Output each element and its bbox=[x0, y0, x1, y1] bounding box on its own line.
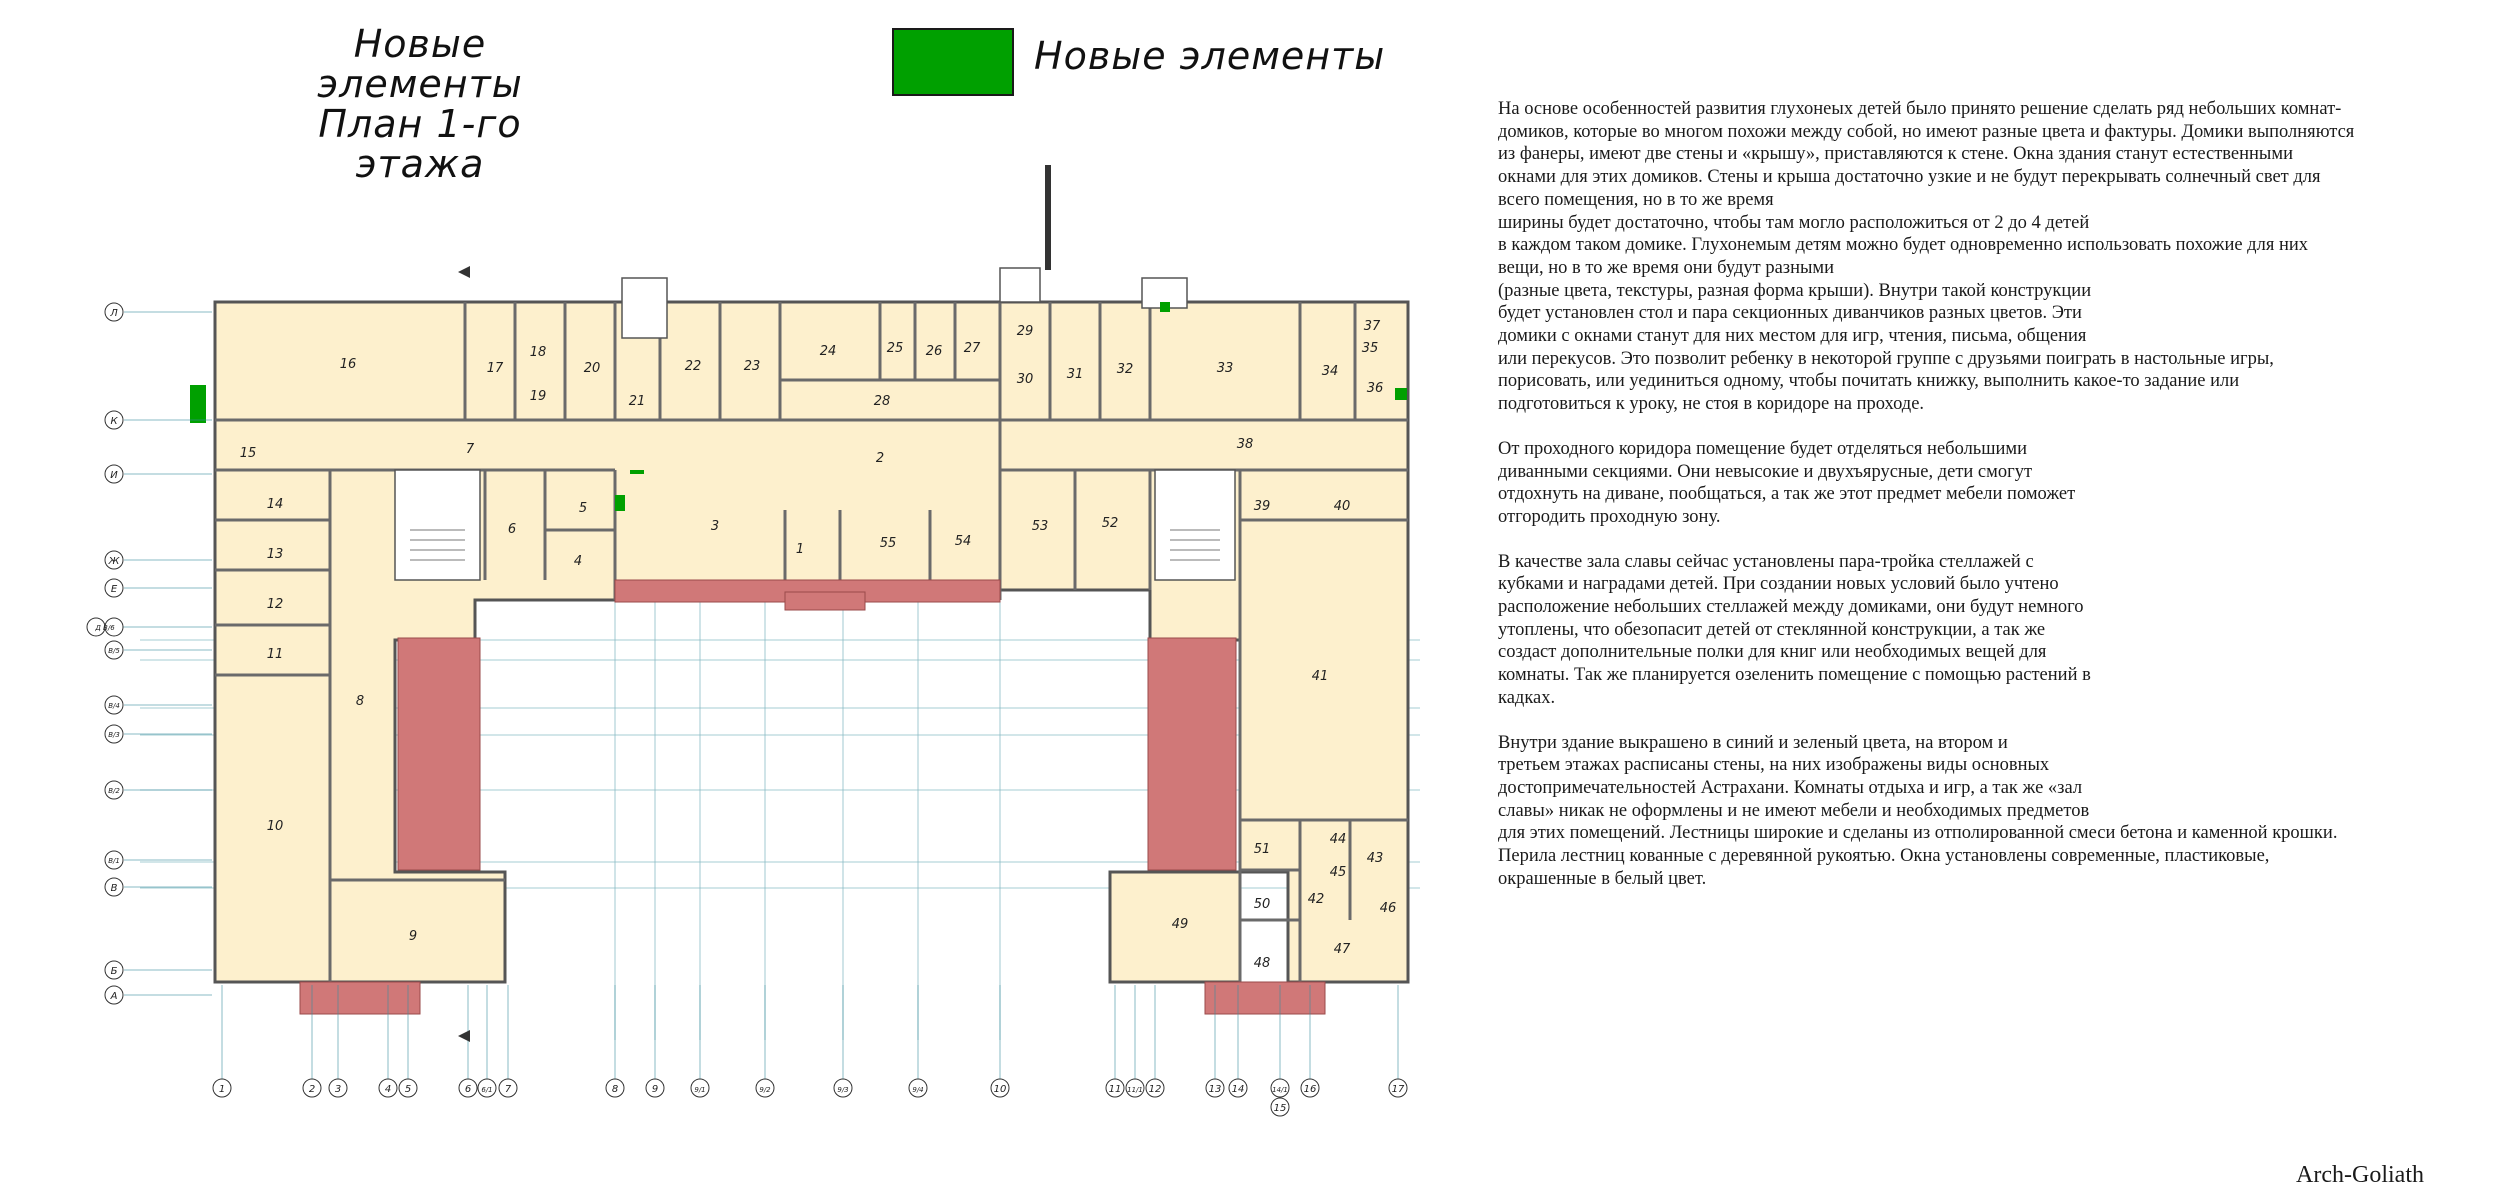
room-number: 55 bbox=[879, 536, 897, 551]
room-number: 26 bbox=[925, 344, 943, 359]
axis-h-label: В/4 bbox=[108, 702, 120, 710]
axis-v-label: 9/2 bbox=[759, 1086, 771, 1094]
description-text bbox=[1498, 98, 2458, 913]
room-number: 1 bbox=[795, 542, 805, 557]
axis-v-label: 3 bbox=[334, 1084, 342, 1095]
room-number: 28 bbox=[873, 394, 891, 409]
axis-v-label: 13 bbox=[1208, 1084, 1222, 1095]
axis-v-label: 9/4 bbox=[912, 1086, 924, 1094]
room-number: 53 bbox=[1031, 519, 1049, 534]
axis-v-label: 1 bbox=[218, 1084, 226, 1095]
room-number: 5 bbox=[578, 501, 588, 516]
axis-v-label: 2 bbox=[308, 1084, 316, 1095]
axis-h-label: И bbox=[110, 470, 118, 481]
axis-v-label: 4 bbox=[384, 1084, 392, 1095]
room-number: 25 bbox=[886, 341, 904, 356]
axis-v-label: 11/1 bbox=[1127, 1086, 1143, 1094]
room-number: 33 bbox=[1216, 361, 1234, 376]
section-marker-bottom bbox=[458, 1030, 470, 1042]
room-number: 23 bbox=[743, 359, 761, 374]
room-number: 2 bbox=[875, 451, 885, 466]
room-number: 49 bbox=[1171, 917, 1189, 932]
room-number: 36 bbox=[1366, 381, 1384, 396]
room-number: 40 bbox=[1333, 499, 1351, 514]
axis-v-label: 7 bbox=[504, 1084, 512, 1095]
room-number: 10 bbox=[266, 819, 284, 834]
axis-v-label: 8 bbox=[611, 1084, 619, 1095]
axis-h-label: А bbox=[110, 991, 118, 1002]
room-number: 9 bbox=[408, 929, 418, 944]
axis-v-label: 9 bbox=[651, 1084, 659, 1095]
room-number: 52 bbox=[1101, 516, 1119, 531]
axis-v-label: 6 bbox=[464, 1084, 472, 1095]
room-number: 48 bbox=[1253, 956, 1271, 971]
room-number: 43 bbox=[1366, 851, 1384, 866]
axis-v-label: 10 bbox=[993, 1084, 1007, 1095]
room-number: 45 bbox=[1329, 865, 1347, 880]
axis-v-label: 9/1 bbox=[694, 1086, 706, 1094]
room-number: 13 bbox=[266, 547, 284, 562]
room-number: 47 bbox=[1333, 942, 1351, 957]
axis-h-label: В bbox=[110, 883, 118, 894]
author-signature: Arch-Goliath bbox=[2296, 1162, 2424, 1188]
plan-title-line2: План 1-го этажа bbox=[318, 102, 522, 186]
description-paragraph-3: В качестве зала славы сейчас установлены пара-тройка стеллажей с кубками и наградами детей. При создании новых условий было учтено расположение небольших стеллажей между домиками, они будут немного утоплены, что обезопасит детей от стеклянной конструкции, а так же создаст дополнительные полки для книг или необходимых вещей для комнаты. Так же планируется озеленить помещение с помощью растений в кадках. bbox=[1498, 551, 2091, 708]
room-number: 15 bbox=[239, 446, 257, 461]
room-number: 29 bbox=[1016, 324, 1034, 339]
room-number: 6 bbox=[507, 522, 517, 537]
room-number: 11 bbox=[266, 647, 284, 662]
room-number: 39 bbox=[1253, 499, 1271, 514]
room-number: 34 bbox=[1321, 364, 1339, 379]
axis-h-label: Е bbox=[110, 584, 118, 595]
room-number: 3 bbox=[710, 519, 720, 534]
room-number: 44 bbox=[1329, 832, 1347, 847]
axis-v-label: 14 bbox=[1231, 1084, 1245, 1095]
room-number: 32 bbox=[1116, 362, 1134, 377]
room-number: 14 bbox=[266, 497, 284, 512]
axis-v-label: 6/1 bbox=[481, 1086, 493, 1094]
axis-v-label: 15 bbox=[1273, 1103, 1287, 1114]
legend-new-elements-label: Новые элементы bbox=[1034, 34, 1386, 78]
room-number: 24 bbox=[819, 344, 837, 359]
room-number: 42 bbox=[1307, 892, 1325, 907]
room-number: 30 bbox=[1016, 372, 1034, 387]
axis-v-label: 14/1 bbox=[1272, 1086, 1288, 1094]
room-number: 41 bbox=[1311, 669, 1329, 684]
room-number: 22 bbox=[684, 359, 702, 374]
room-number: 4 bbox=[573, 554, 583, 569]
axis-v-label: 16 bbox=[1303, 1084, 1317, 1095]
description-paragraph-4: Внутри здание выкрашено в синий и зеленый цвета, на втором и третьем этажах расписаны стены, на них изображены виды основных достопримечательностей Астрахани. Комнаты отдыха и игр, а так же «зал славы» никак не оформлены и не имеют мебели и необходимых предметов для этих помещений. Лестницы широкие и сделаны из отполированной смеси бетона и каменной крошки. Перила лестниц кованные с деревянной рукоятью. Окна установлены современные, пластиковые, окрашенные в белый цвет. bbox=[1498, 732, 2338, 889]
axis-h-label: Ж bbox=[108, 556, 120, 567]
axis-v-label: 17 bbox=[1391, 1084, 1405, 1095]
room-number: 20 bbox=[583, 361, 601, 376]
axis-h-label: В/5 bbox=[108, 647, 120, 655]
tower bbox=[1045, 165, 1051, 270]
room-number: 7 bbox=[465, 442, 475, 457]
axis-h-label: В/3 bbox=[108, 731, 120, 739]
section-marker-top bbox=[458, 266, 470, 278]
description-paragraph-2: От проходного коридора помещение будет отделяться небольшими диванными секциями. Они невысокие и двухъярусные, дети смогут отдохнуть на диване, пообщаться, а так же этот предмет мебели поможет отгородить проходную зону. bbox=[1498, 438, 2076, 527]
room-number: 12 bbox=[266, 597, 284, 612]
room-number: 50 bbox=[1253, 897, 1271, 912]
room-number: 19 bbox=[529, 389, 547, 404]
room-number: 38 bbox=[1236, 437, 1254, 452]
axis-h-label: В/1 bbox=[108, 857, 120, 865]
room-number: 51 bbox=[1253, 842, 1271, 857]
room-number: 21 bbox=[628, 394, 646, 409]
axis-h-label: К bbox=[110, 416, 118, 427]
room-number: 54 bbox=[954, 534, 972, 549]
axis-h-label: Б bbox=[110, 966, 118, 977]
plan-title-line1: Новые элементы bbox=[317, 22, 523, 106]
axis-h-label: Д В/6 bbox=[95, 624, 115, 632]
room-number: 31 bbox=[1066, 367, 1084, 382]
axis-v-label: 9/3 bbox=[837, 1086, 849, 1094]
room-number: 35 bbox=[1361, 341, 1379, 356]
room-number: 46 bbox=[1379, 901, 1397, 916]
axis-h-label: В/2 bbox=[108, 787, 120, 795]
axis-v-label: 11 bbox=[1108, 1084, 1122, 1095]
axis-v-label: 5 bbox=[404, 1084, 412, 1095]
room-number: 18 bbox=[529, 345, 547, 360]
axis-h-label: Л bbox=[110, 308, 118, 319]
room-number: 37 bbox=[1363, 319, 1381, 334]
room-number: 16 bbox=[339, 357, 357, 372]
description-paragraph-1: На основе особенностей развития глухонеых детей было принято решение сделать ряд небольших комнат- домиков, которые во многом похожи между собой, но имеют разные цвета и фактуры. Домики выполняются из фанеры, имеют две стены и «крышу», приставляются к стене. Окна здания станут естественными окнами для этих домиков. Стены и крыша достаточно узкие и не будут перекрывать солнечный свет для всего помещения, но в то же время ширины будет достаточно, чтобы там могло расположиться от 2 до 4 детей в каждом таком домике. Глухонемым детям можно будет одновременно использовать похожие для них вещи, но в то же время они будут разными (разные цвета, текстуры, разная форма крыши). Внутри такой конструкции будет установлен стол и пара секционных диванчиков разных цветов. Эти домики с окнами станут для них местом для игр, чтения, письма, общения или перекусов. Это позволит ребенку в некоторой группе с друзьями поиграть в настольные игры, порисовать, или уединиться одному, чтобы почитать книжку, выполнить какое-то задание или подготовиться к уроку, не стоя в коридоре на проходе. bbox=[1498, 99, 2355, 415]
room-number: 8 bbox=[355, 694, 365, 709]
room-number: 17 bbox=[486, 361, 504, 376]
room-number: 27 bbox=[963, 341, 981, 356]
axis-v-label: 12 bbox=[1148, 1084, 1162, 1095]
